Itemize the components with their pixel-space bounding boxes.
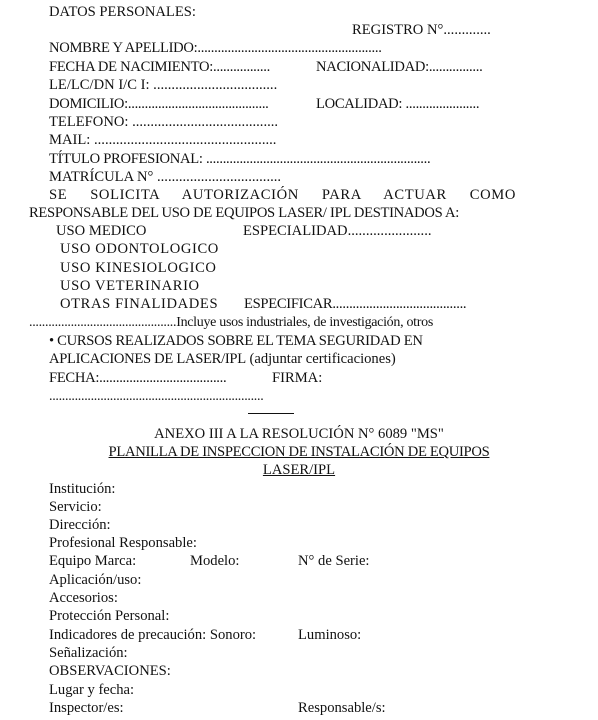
- cursos-line-2: [49, 350, 396, 368]
- datos-personales-heading: DATOS PERSONALES:: [49, 4, 196, 20]
- documento-field: LE/LC/DN I/C I: ..................................: [49, 77, 278, 93]
- responsables-label: Responsable/s:: [298, 700, 386, 716]
- servicio-label: Servicio:: [49, 499, 102, 515]
- firma-line: ...................................................................: [49, 389, 264, 404]
- mail-field: MAIL: ..................................................: [49, 132, 277, 148]
- cursos-line-1: • CURSOS REALIZADOS SOBRE EL TEMA SEGURIDAD EN: [49, 333, 423, 349]
- uso-medico-option: USO MEDICO: [56, 223, 147, 239]
- solicitud-line-2: RESPONSABLE DEL USO DE EQUIPOS LASER/ IPL DESTINADOS A:: [29, 205, 459, 221]
- lugar-fecha-label: Lugar y fecha:: [49, 682, 135, 698]
- fecha-nacimiento-field: FECHA DE NACIMIENTO:.................: [49, 59, 270, 75]
- uso-kinesiologico-option: USO KINESIOLOGICO: [60, 260, 217, 276]
- incluye-note: ..............................................Incluye usos industriales, de investigación, otros: [29, 315, 433, 330]
- solicitud-line-1: SE SOLICITA AUTORIZACIÓN PARA ACTUAR COMO: [49, 187, 516, 203]
- modelo-label: Modelo:: [190, 553, 240, 569]
- especificar-field: ESPECIFICAR........................................: [244, 296, 467, 312]
- especialidad-field: ESPECIALIDAD.......................: [243, 223, 432, 239]
- equipo-marca-label: Equipo Marca:: [49, 553, 137, 569]
- nacionalidad-field: NACIONALIDAD:................: [316, 59, 483, 75]
- aplicacion-label: Aplicación/uso:: [49, 572, 142, 588]
- registro-field: REGISTRO N°.............: [352, 22, 491, 38]
- institucion-label: Institución:: [49, 481, 116, 497]
- section-divider: [248, 413, 294, 414]
- matricula-field: MATRÍCULA N° ..................................: [49, 169, 282, 185]
- otras-finalidades-option: OTRAS FINALIDADES: [60, 296, 219, 312]
- luminoso-label: Luminoso:: [298, 627, 362, 643]
- direccion-label: Dirección:: [49, 517, 111, 533]
- uso-odontologico-option: USO ODONTOLOGICO: [60, 241, 219, 257]
- observaciones-label: OBSERVACIONES:: [49, 663, 171, 679]
- nombre-field: NOMBRE Y APELLIDO:.......................................................: [49, 40, 382, 56]
- indicadores-sonoro-label: Indicadores de precaución: Sonoro:: [49, 627, 257, 643]
- profesional-responsable-label: Profesional Responsable:: [49, 535, 197, 551]
- cursos-line-2-note: (adjuntar certificaciones): [245, 351, 396, 367]
- proteccion-personal-label: Protección Personal:: [49, 608, 170, 624]
- anexo-title: ANEXO III A LA RESOLUCIÓN N° 6089 "MS": [154, 426, 444, 442]
- planilla-title-line-1: PLANILLA DE INSPECCION DE INSTALACIÓN DE EQUIPOS: [108, 444, 490, 460]
- inspector-label: Inspector/es:: [49, 700, 124, 716]
- telefono-field: TELEFONO: ........................................: [49, 114, 279, 130]
- cursos-line-2-main: APLICACIONES DE LASER/IPL: [49, 351, 246, 367]
- titulo-profesional-field: TÍTULO PROFESIONAL: ...................................................................: [49, 151, 431, 167]
- planilla-title-line-2: LASER/IPL: [262, 462, 336, 478]
- numero-serie-label: N° de Serie:: [298, 553, 370, 569]
- fecha-field: FECHA:......................................: [49, 370, 227, 386]
- domicilio-field: DOMICILIO:..........................................: [49, 96, 269, 112]
- firma-field: FIRMA:: [272, 370, 323, 386]
- localidad-field: LOCALIDAD: ......................: [316, 96, 480, 112]
- senalizacion-label: Señalización:: [49, 645, 128, 661]
- uso-veterinario-option: USO VETERINARIO: [60, 278, 200, 294]
- accesorios-label: Accesorios:: [49, 590, 118, 606]
